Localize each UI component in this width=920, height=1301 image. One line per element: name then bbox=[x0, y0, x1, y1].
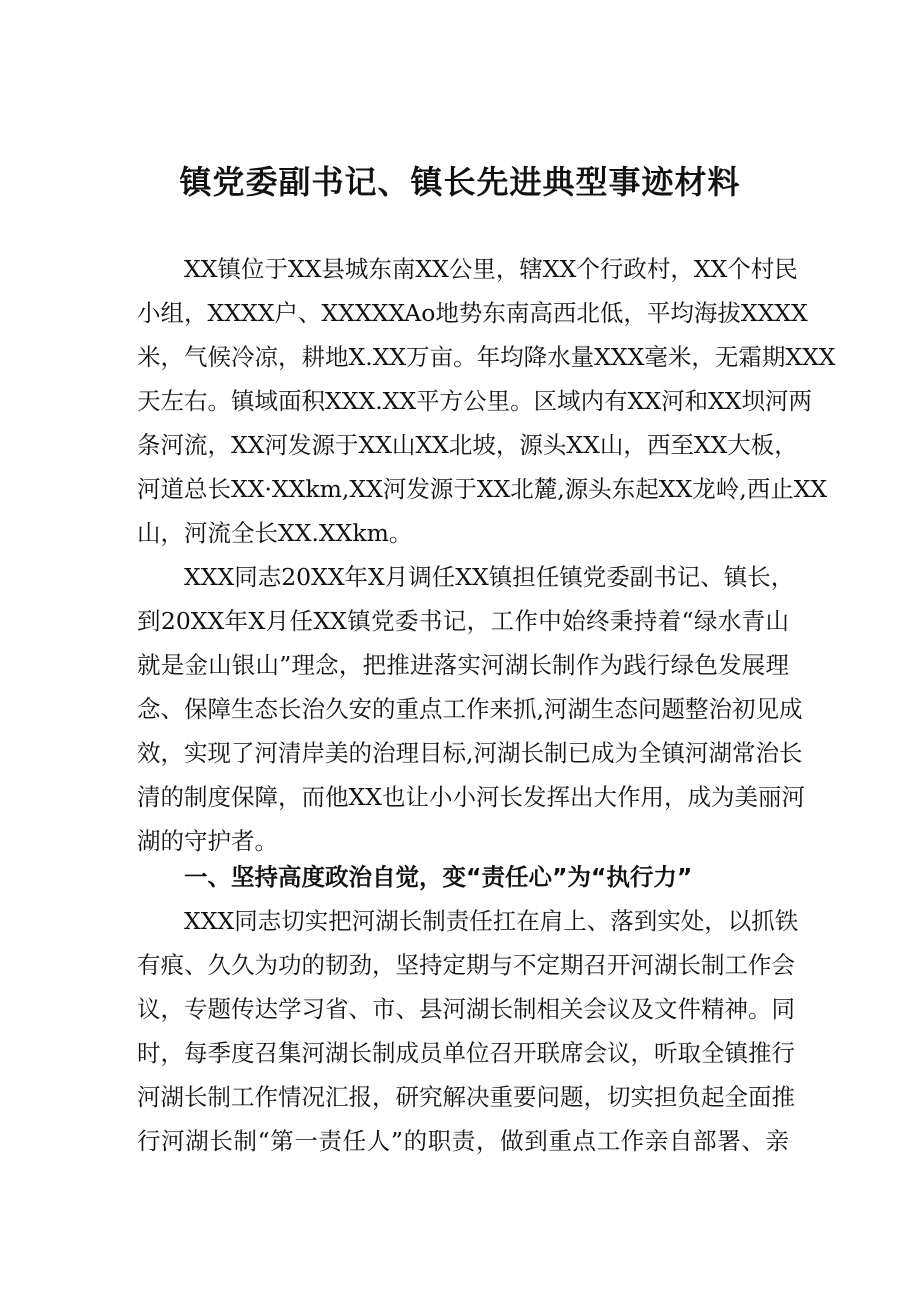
paragraph-line: 河道总长XX·XXkm,XX河发源于XX北麓,源头东起XX龙岭,西止XX bbox=[137, 475, 828, 503]
paragraph-line: 有痕、久久为功的韧劲，坚持定期与不定期召开河湖长制工作会 bbox=[137, 951, 795, 979]
paragraph-line: 行河湖长制“第一责任人”的职责，做到重点工作亲自部署、亲 bbox=[137, 1127, 789, 1155]
paragraph-line: XX镇位于XX县城东南XX公里，辖XX个行政村，XX个村民 bbox=[184, 255, 798, 283]
section-heading: 一、坚持高度政治自觉，变“责任心”为“执行力” bbox=[184, 863, 693, 891]
paragraph-line: 议，专题传达学习省、市、县河湖长制相关会议及文件精神。同 bbox=[137, 995, 795, 1023]
paragraph-line: 米，气候冷凉，耕地X.XX万亩。年均降水量XXX毫米，无霜期XXX bbox=[137, 343, 836, 371]
paragraph-line: 天左右。镇域面积XXX.XX平方公里。区域内有XX河和XX坝河两 bbox=[137, 387, 813, 415]
paragraph-line: 清的制度保障，而他XX也让小小河长发挥出大作用，成为美丽河 bbox=[137, 783, 805, 811]
paragraph-line: 湖的守护者。 bbox=[137, 827, 278, 855]
paragraph-line: 时，每季度召集河湖长制成员单位召开联席会议，听取全镇推行 bbox=[137, 1039, 795, 1067]
paragraph-line: 条河流，XX河发源于XX山XX北坡，源头XX山，西至XX大板， bbox=[137, 431, 798, 459]
paragraph-line: XXX同志20XX年X月调任XX镇担任镇党委副书记、镇长， bbox=[184, 563, 795, 591]
paragraph-line: 效，实现了河清岸美的治理目标,河湖长制已成为全镇河湖常治长 bbox=[137, 739, 803, 767]
paragraph-line: 到20XX年X月任XX镇党委书记，工作中始终秉持着“绿水青山 bbox=[137, 607, 789, 635]
paragraph-line: 山，河流全长XX.XXkm。 bbox=[137, 519, 413, 547]
paragraph-line: 就是金山银山”理念，把推进落实河湖长制作为践行绿色发展理 bbox=[137, 651, 789, 679]
paragraph-line: 河湖长制工作情况汇报，研究解决重要问题，切实担负起全面推 bbox=[137, 1083, 795, 1111]
document-title: 镇党委副书记、镇长先进典型事迹材料 bbox=[179, 163, 741, 201]
paragraph-line: XXX同志切实把河湖长制责任扛在肩上、落到实处，以抓铁 bbox=[184, 907, 799, 935]
paragraph-line: 念、保障生态长治久安的重点工作来抓,河湖生态问题整治初见成 bbox=[137, 695, 803, 723]
paragraph-line: 小组，XXXX户、XXXXXAo地势东南高西北低，平均海拔XXXX bbox=[137, 299, 808, 327]
